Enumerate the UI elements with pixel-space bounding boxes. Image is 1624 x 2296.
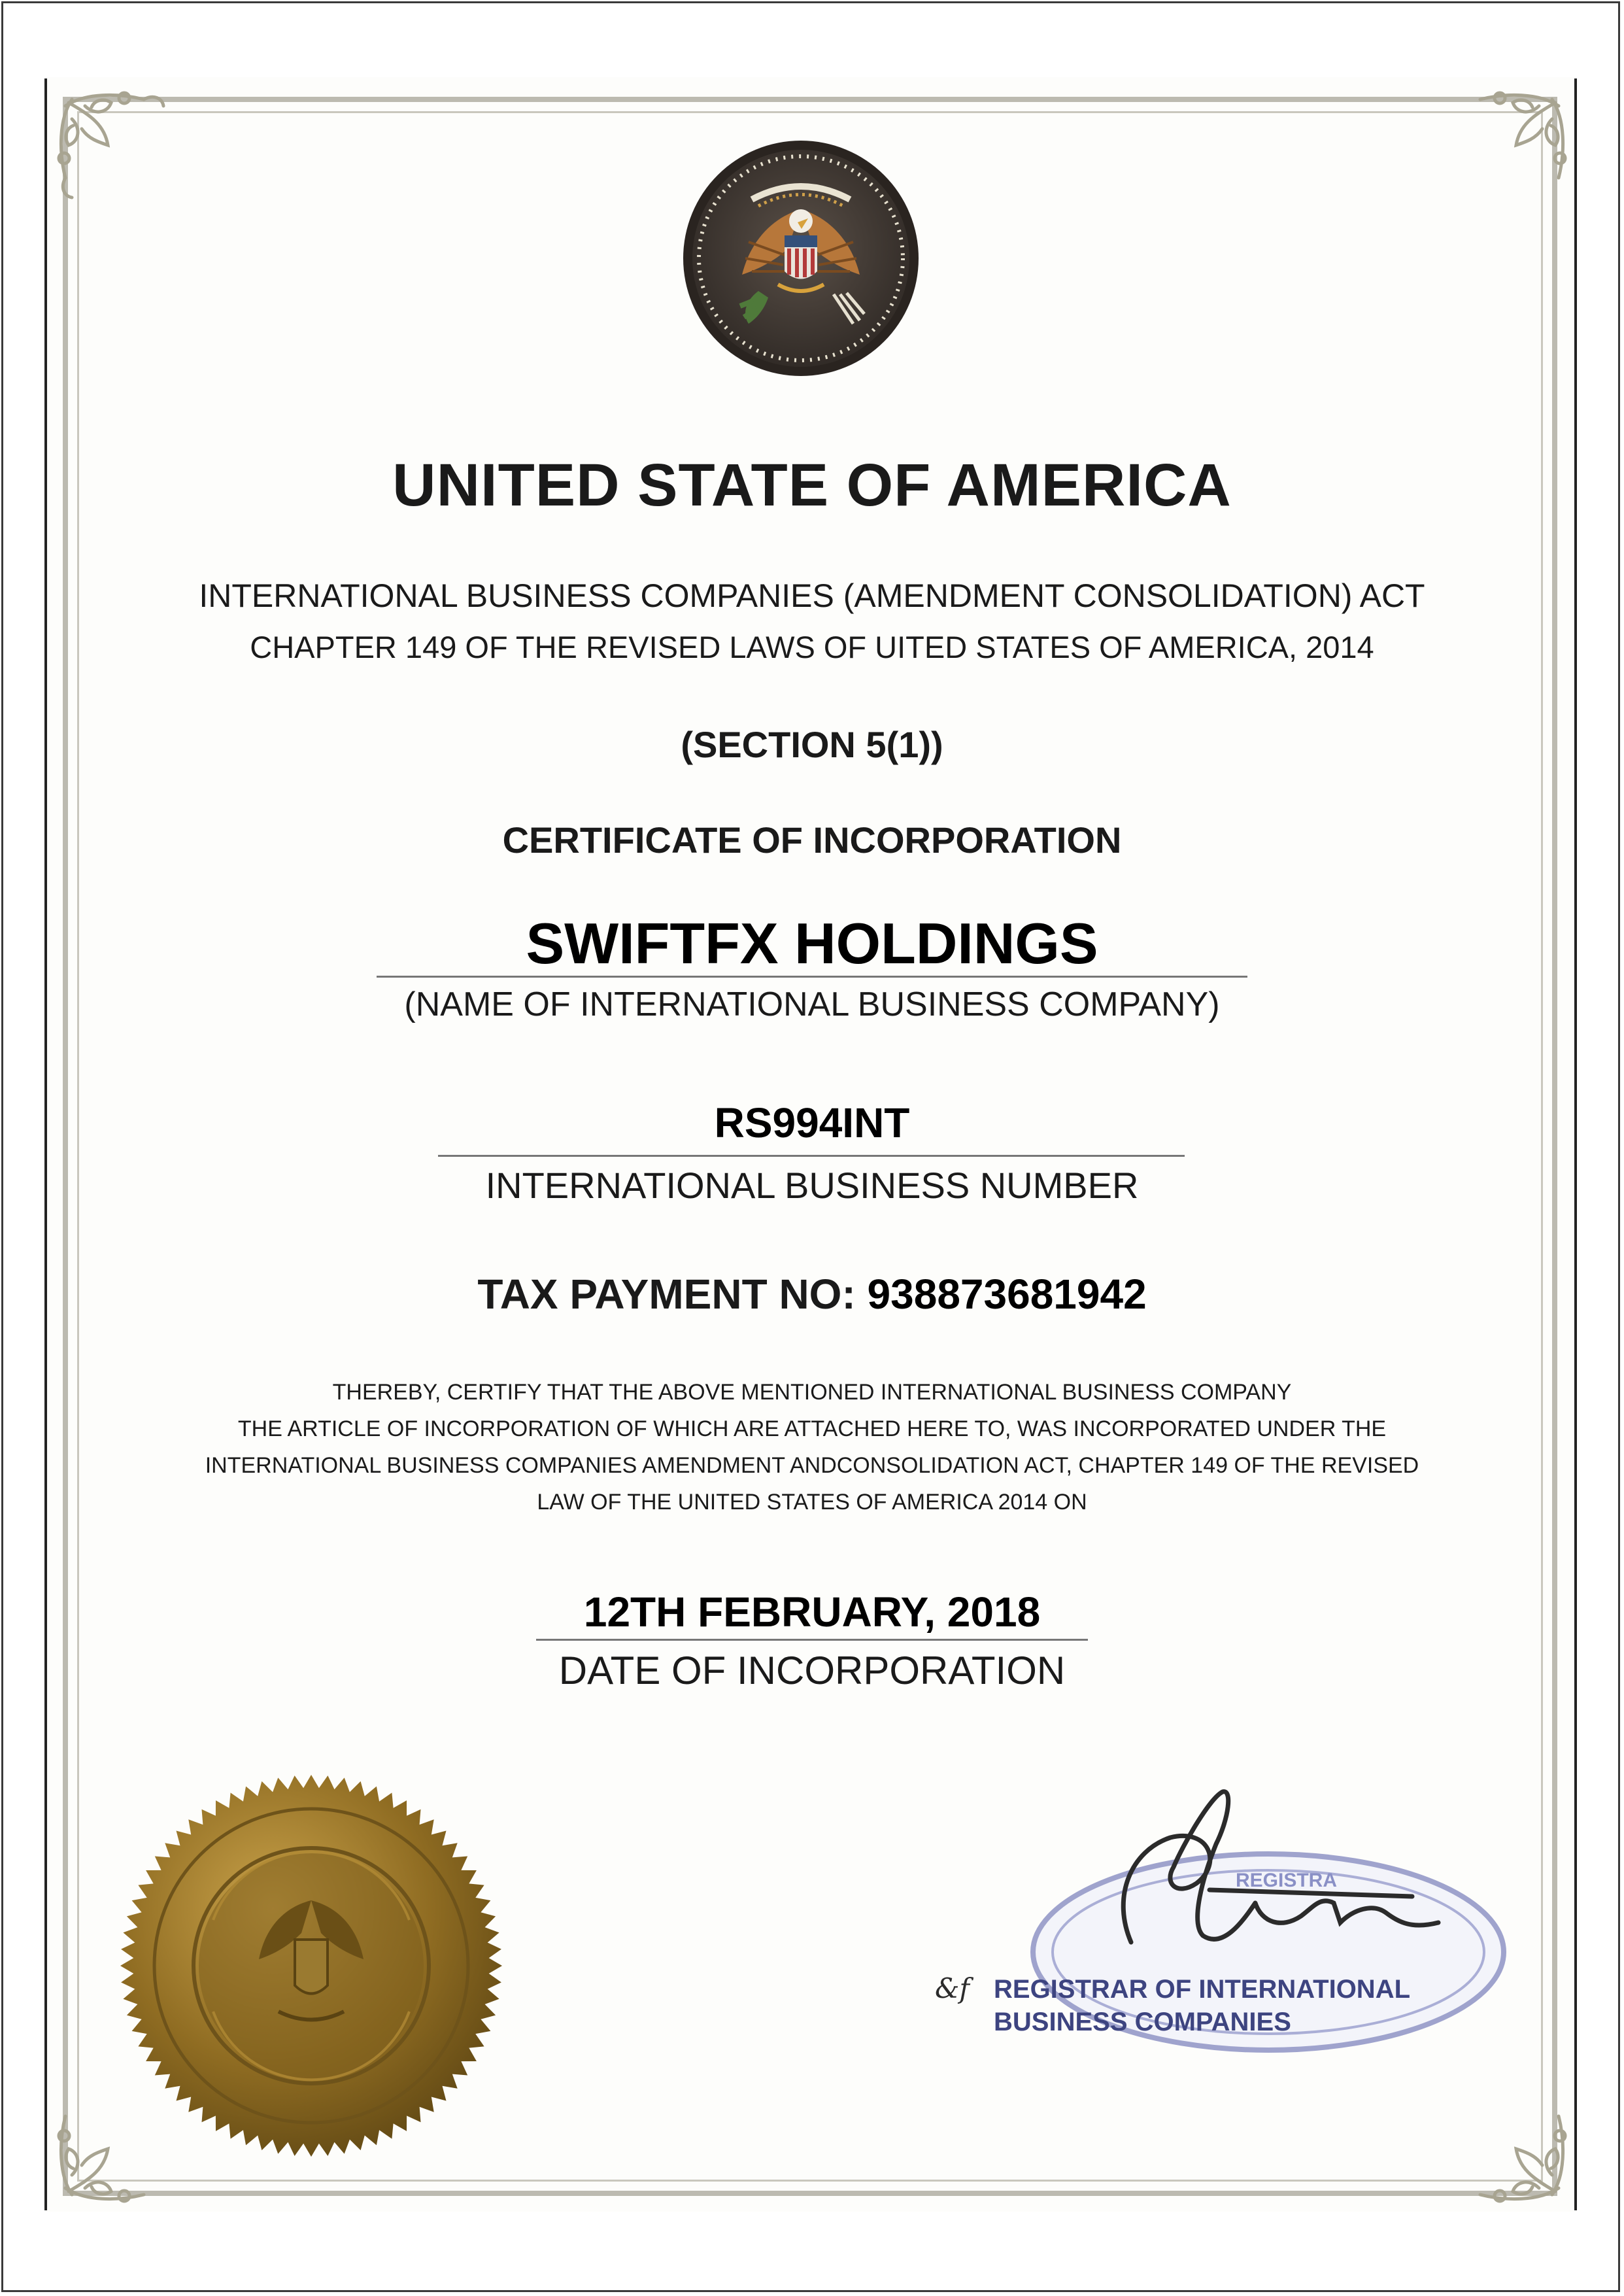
presidential-seal-icon (680, 137, 922, 379)
registrar-title-line-1: REGISTRAR OF INTERNATIONAL (994, 1975, 1411, 2004)
section-reference: (SECTION 5(1)) (681, 724, 943, 765)
gold-embossed-seal-icon (115, 1770, 507, 2162)
company-name: SWIFTFX HOLDINGS (526, 911, 1098, 976)
stamp-oval-text: REGISTRA (1236, 1870, 1338, 1891)
registrar-initials: &f (935, 1972, 970, 2004)
certification-text-line: INTERNATIONAL BUSINESS COMPANIES AMENDMENT ANDCONSOLIDATION ACT, CHAPTER 149 OF THE REVISED (205, 1453, 1419, 1478)
incorporation-date: 12TH FEBRUARY, 2018 (583, 1588, 1041, 1636)
registrar-title-line-2: BUSINESS COMPANIES (994, 2008, 1291, 2036)
certification-text-line: THE ARTICLE OF INCORPORATION OF WHICH ARE ATTACHED HERE TO, WAS INCORPORATED UNDER THE (237, 1416, 1387, 1441)
registrar-stamp (915, 1753, 1517, 2106)
business-number-underline (438, 1155, 1185, 1157)
tax-payment-line (0, 1270, 1624, 1318)
tax-payment-number: 938873681942 (867, 1271, 1147, 1318)
business-number-caption: INTERNATIONAL BUSINESS NUMBER (485, 1165, 1139, 1206)
act-title-line: INTERNATIONAL BUSINESS COMPANIES (AMENDMENT CONSOLIDATION) ACT (199, 577, 1425, 614)
business-number: RS994INT (714, 1099, 910, 1146)
incorporation-date-underline (536, 1639, 1088, 1641)
act-chapter-line: CHAPTER 149 OF THE REVISED LAWS OF UITED STATES OF AMERICA, 2014 (250, 630, 1374, 664)
country-title: UNITED STATE OF AMERICA (392, 452, 1232, 519)
tax-payment-label: TAX PAYMENT NO: (477, 1271, 856, 1318)
company-name-underline (377, 976, 1247, 978)
incorporation-date-caption: DATE OF INCORPORATION (558, 1649, 1066, 1692)
certificate-heading: CERTIFICATE OF INCORPORATION (502, 819, 1122, 861)
ornamental-corner-icon (46, 80, 177, 211)
certification-text-line: LAW OF THE UNITED STATES OF AMERICA 2014 ON (537, 1490, 1087, 1515)
certification-text-line: THEREBY, CERTIFY THAT THE ABOVE MENTIONED INTERNATIONAL BUSINESS COMPANY (332, 1380, 1292, 1405)
company-name-caption: (NAME OF INTERNATIONAL BUSINESS COMPANY) (404, 985, 1220, 1023)
ornamental-corner-icon (1447, 80, 1578, 211)
